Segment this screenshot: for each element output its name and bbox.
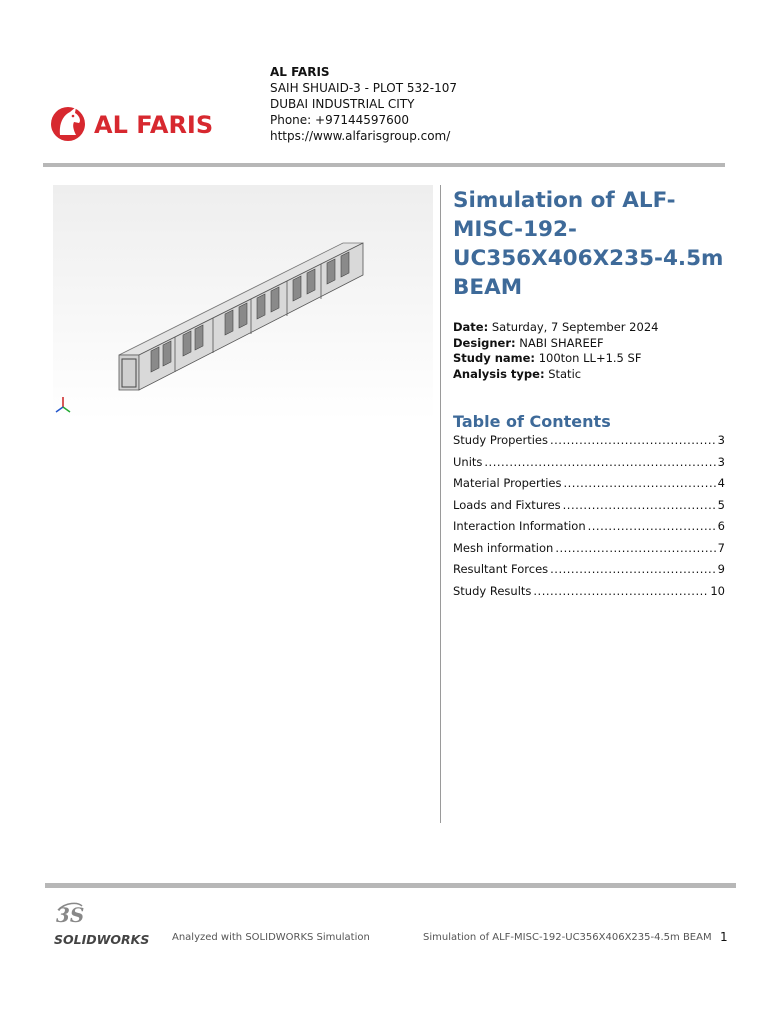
phone: Phone: +97144597600	[270, 113, 410, 127]
toc-item-page: 10	[710, 583, 725, 598]
toc-item-label: Material Properties	[453, 476, 562, 490]
al-faris-logo	[50, 101, 235, 147]
study-meta	[453, 320, 658, 382]
toc-item-label: Units	[453, 454, 483, 469]
model-image	[53, 185, 433, 421]
toc-item-page: 6	[717, 519, 725, 533]
meta-designer	[453, 336, 658, 352]
toc-item-page: 4	[717, 476, 725, 490]
meta-designer-value: NABI SHAREEF	[519, 335, 604, 350]
ds-logo-icon	[52, 900, 156, 948]
toc-item-label: Resultant Forces	[453, 562, 549, 576]
page-number: 1	[720, 930, 728, 944]
meta-study-name-key: Study name:	[453, 351, 536, 365]
toc-item-loads-and-fixtures[interactable]	[453, 497, 725, 519]
toc-item-study-properties[interactable]	[453, 432, 725, 454]
toc-item-page: 5	[717, 497, 725, 512]
toc-item-resultant-forces[interactable]	[453, 561, 725, 583]
address-line2: DUBAI INDUSTRIAL CITY	[270, 97, 415, 111]
meta-analysis-type-key: Analysis type:	[453, 366, 545, 381]
toc-leader	[550, 432, 716, 448]
toc-title: Table of Contents	[453, 412, 611, 431]
toc-leader	[563, 497, 716, 513]
toc-item-page: 7	[717, 540, 725, 555]
svg-text:3S: 3S	[56, 903, 85, 927]
horse-head-icon	[50, 101, 235, 147]
toc-item-page: 3	[717, 433, 725, 447]
meta-analysis-type-value: Static	[548, 366, 582, 381]
company-name: AL FARIS	[270, 65, 330, 79]
toc-item-label: Interaction Information	[453, 519, 586, 533]
address-line1: SAIH SHUAID-3 - PLOT 532-107	[270, 81, 457, 95]
toc-item-study-results[interactable]	[453, 583, 725, 605]
meta-date-key: Date:	[453, 320, 489, 334]
toc-item-material-properties[interactable]	[453, 475, 725, 497]
toc-item-units[interactable]	[453, 454, 725, 476]
meta-date	[453, 320, 658, 336]
column-divider	[440, 185, 441, 823]
toc-leader	[555, 540, 715, 556]
document-title: Simulation of ALF-MISC-192-UC356X406X235-4.5m BEAM	[453, 188, 724, 300]
company-info	[270, 64, 457, 144]
header-divider	[43, 163, 725, 167]
toc-item-label: Loads and Fixtures	[453, 497, 561, 512]
footer-divider	[45, 883, 736, 888]
toc-leader	[550, 561, 716, 577]
meta-designer-key: Designer:	[453, 335, 516, 350]
meta-date-value: Saturday, 7 September 2024	[491, 320, 659, 334]
logo-text: AL FARIS	[94, 111, 214, 139]
toc-leader	[484, 454, 715, 470]
toc-leader	[533, 583, 708, 599]
solidworks-logo-text: SOLIDWORKS	[54, 932, 150, 947]
website-link[interactable]: https://www.alfarisgroup.com/	[270, 129, 451, 143]
meta-study-name-value: 100ton LL+1.5 SF	[538, 351, 642, 365]
meta-study-name	[453, 351, 658, 367]
toc-leader	[588, 518, 716, 534]
toc-item-mesh-information[interactable]	[453, 540, 725, 562]
meta-analysis-type	[453, 367, 658, 383]
solidworks-logo	[52, 900, 156, 948]
toc-item-page: 3	[717, 454, 725, 469]
table-of-contents	[453, 432, 725, 604]
toc-item-label: Mesh information	[453, 540, 554, 555]
toc-leader	[564, 475, 716, 491]
toc-item-page: 9	[717, 562, 725, 576]
toc-item-label: Study Properties	[453, 433, 548, 447]
toc-item-label: Study Results	[453, 583, 532, 598]
footer-analyzed-text: Analyzed with SOLIDWORKS Simulation	[172, 932, 370, 943]
toc-item-interaction-information[interactable]	[453, 518, 725, 540]
footer-simulation-title: Simulation of ALF-MISC-192-UC356X406X235-4.5m BEAM	[423, 932, 712, 943]
